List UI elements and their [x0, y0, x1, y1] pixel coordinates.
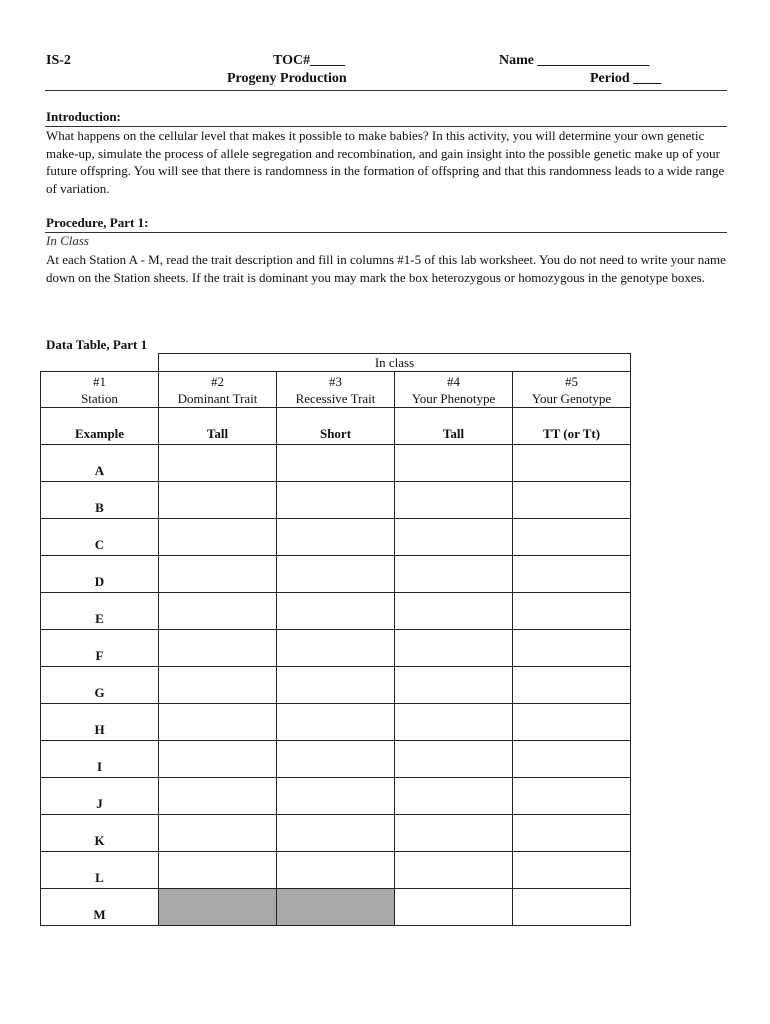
station-dominant-trait-cell[interactable]	[159, 667, 277, 704]
station-label: L	[41, 852, 159, 889]
station-row	[41, 556, 631, 593]
station-recessive-trait-cell[interactable]	[277, 519, 395, 556]
station-phenotype-cell[interactable]	[395, 778, 513, 815]
column-label: Your Phenotype	[411, 390, 496, 406]
example-recessive-trait: Short	[277, 408, 395, 445]
column-header-recessive-trait	[277, 372, 395, 408]
station-genotype-cell[interactable]	[513, 445, 631, 482]
data-table-title: Data Table, Part 1	[46, 337, 148, 352]
period-field[interactable]: Period ____	[590, 71, 662, 86]
shaded-cell	[277, 889, 395, 926]
station-label: J	[41, 778, 159, 815]
column-header-station	[41, 372, 159, 408]
station-label: B	[41, 482, 159, 519]
station-recessive-trait-cell[interactable]	[277, 556, 395, 593]
station-phenotype-cell[interactable]	[395, 445, 513, 482]
station-recessive-trait-cell[interactable]	[277, 593, 395, 630]
station-dominant-trait-cell[interactable]	[159, 630, 277, 667]
station-row	[41, 741, 631, 778]
column-header-your-genotype	[513, 372, 631, 408]
station-recessive-trait-cell[interactable]	[277, 482, 395, 519]
name-field[interactable]: Name ________________	[499, 53, 650, 68]
station-dominant-trait-cell[interactable]	[159, 519, 277, 556]
station-phenotype-cell[interactable]	[395, 889, 513, 926]
station-genotype-cell[interactable]	[513, 815, 631, 852]
station-label: C	[41, 519, 159, 556]
column-label: Your Genotype	[531, 390, 612, 406]
station-recessive-trait-cell[interactable]	[277, 667, 395, 704]
station-genotype-cell[interactable]	[513, 519, 631, 556]
column-number: #2	[211, 373, 224, 389]
station-label: E	[41, 593, 159, 630]
example-genotype: TT (or Tt)	[513, 408, 631, 445]
station-label: A	[41, 445, 159, 482]
station-row	[41, 519, 631, 556]
example-label: Example	[41, 408, 159, 445]
station-dominant-trait-cell[interactable]	[159, 741, 277, 778]
procedure-subheading: In Class	[46, 233, 89, 248]
station-recessive-trait-cell[interactable]	[277, 852, 395, 889]
station-row	[41, 482, 631, 519]
station-dominant-trait-cell[interactable]	[159, 593, 277, 630]
course-code: IS-2	[46, 53, 71, 68]
station-row	[41, 815, 631, 852]
station-dominant-trait-cell[interactable]	[159, 852, 277, 889]
station-genotype-cell[interactable]	[513, 630, 631, 667]
column-label: Dominant Trait	[177, 390, 258, 406]
introduction-text: What happens on the cellular level that makes it possible to make babies? In this activity, you will determine your own genetic make-up, simulate the process of allele segregation and recombination, and gain insight into the possible genetic make up of your future offspring. You will see that there is randomness in the formation of offspring and that this randomness leads to a wide range of variation.	[46, 128, 725, 196]
station-row	[41, 852, 631, 889]
station-phenotype-cell[interactable]	[395, 741, 513, 778]
station-dominant-trait-cell[interactable]	[159, 482, 277, 519]
column-label: Station	[81, 390, 118, 406]
example-phenotype: Tall	[395, 408, 513, 445]
table-group-row	[41, 354, 631, 372]
station-dominant-trait-cell[interactable]	[159, 815, 277, 852]
column-number: #5	[565, 373, 578, 389]
shaded-cell	[159, 889, 277, 926]
toc-field[interactable]: TOC#_____	[273, 53, 346, 68]
station-phenotype-cell[interactable]	[395, 519, 513, 556]
station-dominant-trait-cell[interactable]	[159, 445, 277, 482]
station-dominant-trait-cell[interactable]	[159, 556, 277, 593]
station-phenotype-cell[interactable]	[395, 630, 513, 667]
column-number: #3	[329, 373, 342, 389]
station-row	[41, 667, 631, 704]
station-genotype-cell[interactable]	[513, 852, 631, 889]
station-dominant-trait-cell[interactable]	[159, 778, 277, 815]
station-genotype-cell[interactable]	[513, 556, 631, 593]
station-label: D	[41, 556, 159, 593]
station-phenotype-cell[interactable]	[395, 667, 513, 704]
station-recessive-trait-cell[interactable]	[277, 815, 395, 852]
station-label: K	[41, 815, 159, 852]
station-recessive-trait-cell[interactable]	[277, 778, 395, 815]
column-label: Recessive Trait	[295, 390, 376, 406]
station-phenotype-cell[interactable]	[395, 852, 513, 889]
procedure-text: At each Station A - M, read the trait description and fill in columns #1-5 of this lab worksheet. You do not need to write your name down on the Station sheets. If the trait is dominant you may mark the box heterozygous or homozygous in the genotype boxes.	[46, 252, 726, 285]
example-dominant-trait: Tall	[159, 408, 277, 445]
data-table	[40, 353, 631, 926]
station-row	[41, 445, 631, 482]
example-row	[41, 408, 631, 445]
station-recessive-trait-cell[interactable]	[277, 445, 395, 482]
station-row	[41, 704, 631, 741]
station-dominant-trait-cell[interactable]	[159, 704, 277, 741]
procedure-heading: Procedure, Part 1:	[46, 215, 149, 230]
station-phenotype-cell[interactable]	[395, 482, 513, 519]
station-phenotype-cell[interactable]	[395, 593, 513, 630]
procedure-divider	[45, 232, 727, 233]
station-recessive-trait-cell[interactable]	[277, 630, 395, 667]
station-recessive-trait-cell[interactable]	[277, 741, 395, 778]
group-header-in-class: In class	[159, 354, 631, 372]
column-header-your-phenotype	[395, 372, 513, 408]
station-phenotype-cell[interactable]	[395, 815, 513, 852]
header-divider	[45, 90, 727, 91]
station-genotype-cell[interactable]	[513, 704, 631, 741]
station-label: F	[41, 630, 159, 667]
column-number: #1	[93, 373, 106, 389]
station-row	[41, 778, 631, 815]
station-row	[41, 630, 631, 667]
column-number: #4	[447, 373, 460, 389]
station-label: M	[41, 889, 159, 926]
station-phenotype-cell[interactable]	[395, 556, 513, 593]
station-genotype-cell[interactable]	[513, 778, 631, 815]
column-header-dominant-trait	[159, 372, 277, 408]
station-genotype-cell[interactable]	[513, 482, 631, 519]
page-title: Progeny Production	[227, 71, 347, 86]
station-row	[41, 593, 631, 630]
introduction-heading: Introduction:	[46, 109, 121, 124]
station-genotype-cell[interactable]	[513, 889, 631, 926]
station-genotype-cell[interactable]	[513, 667, 631, 704]
station-genotype-cell[interactable]	[513, 593, 631, 630]
station-recessive-trait-cell[interactable]	[277, 704, 395, 741]
station-label: I	[41, 741, 159, 778]
station-label: G	[41, 667, 159, 704]
station-phenotype-cell[interactable]	[395, 704, 513, 741]
station-row	[41, 889, 631, 926]
station-label: H	[41, 704, 159, 741]
station-genotype-cell[interactable]	[513, 741, 631, 778]
empty-corner-cell	[41, 354, 159, 372]
table-header-row	[41, 372, 631, 408]
